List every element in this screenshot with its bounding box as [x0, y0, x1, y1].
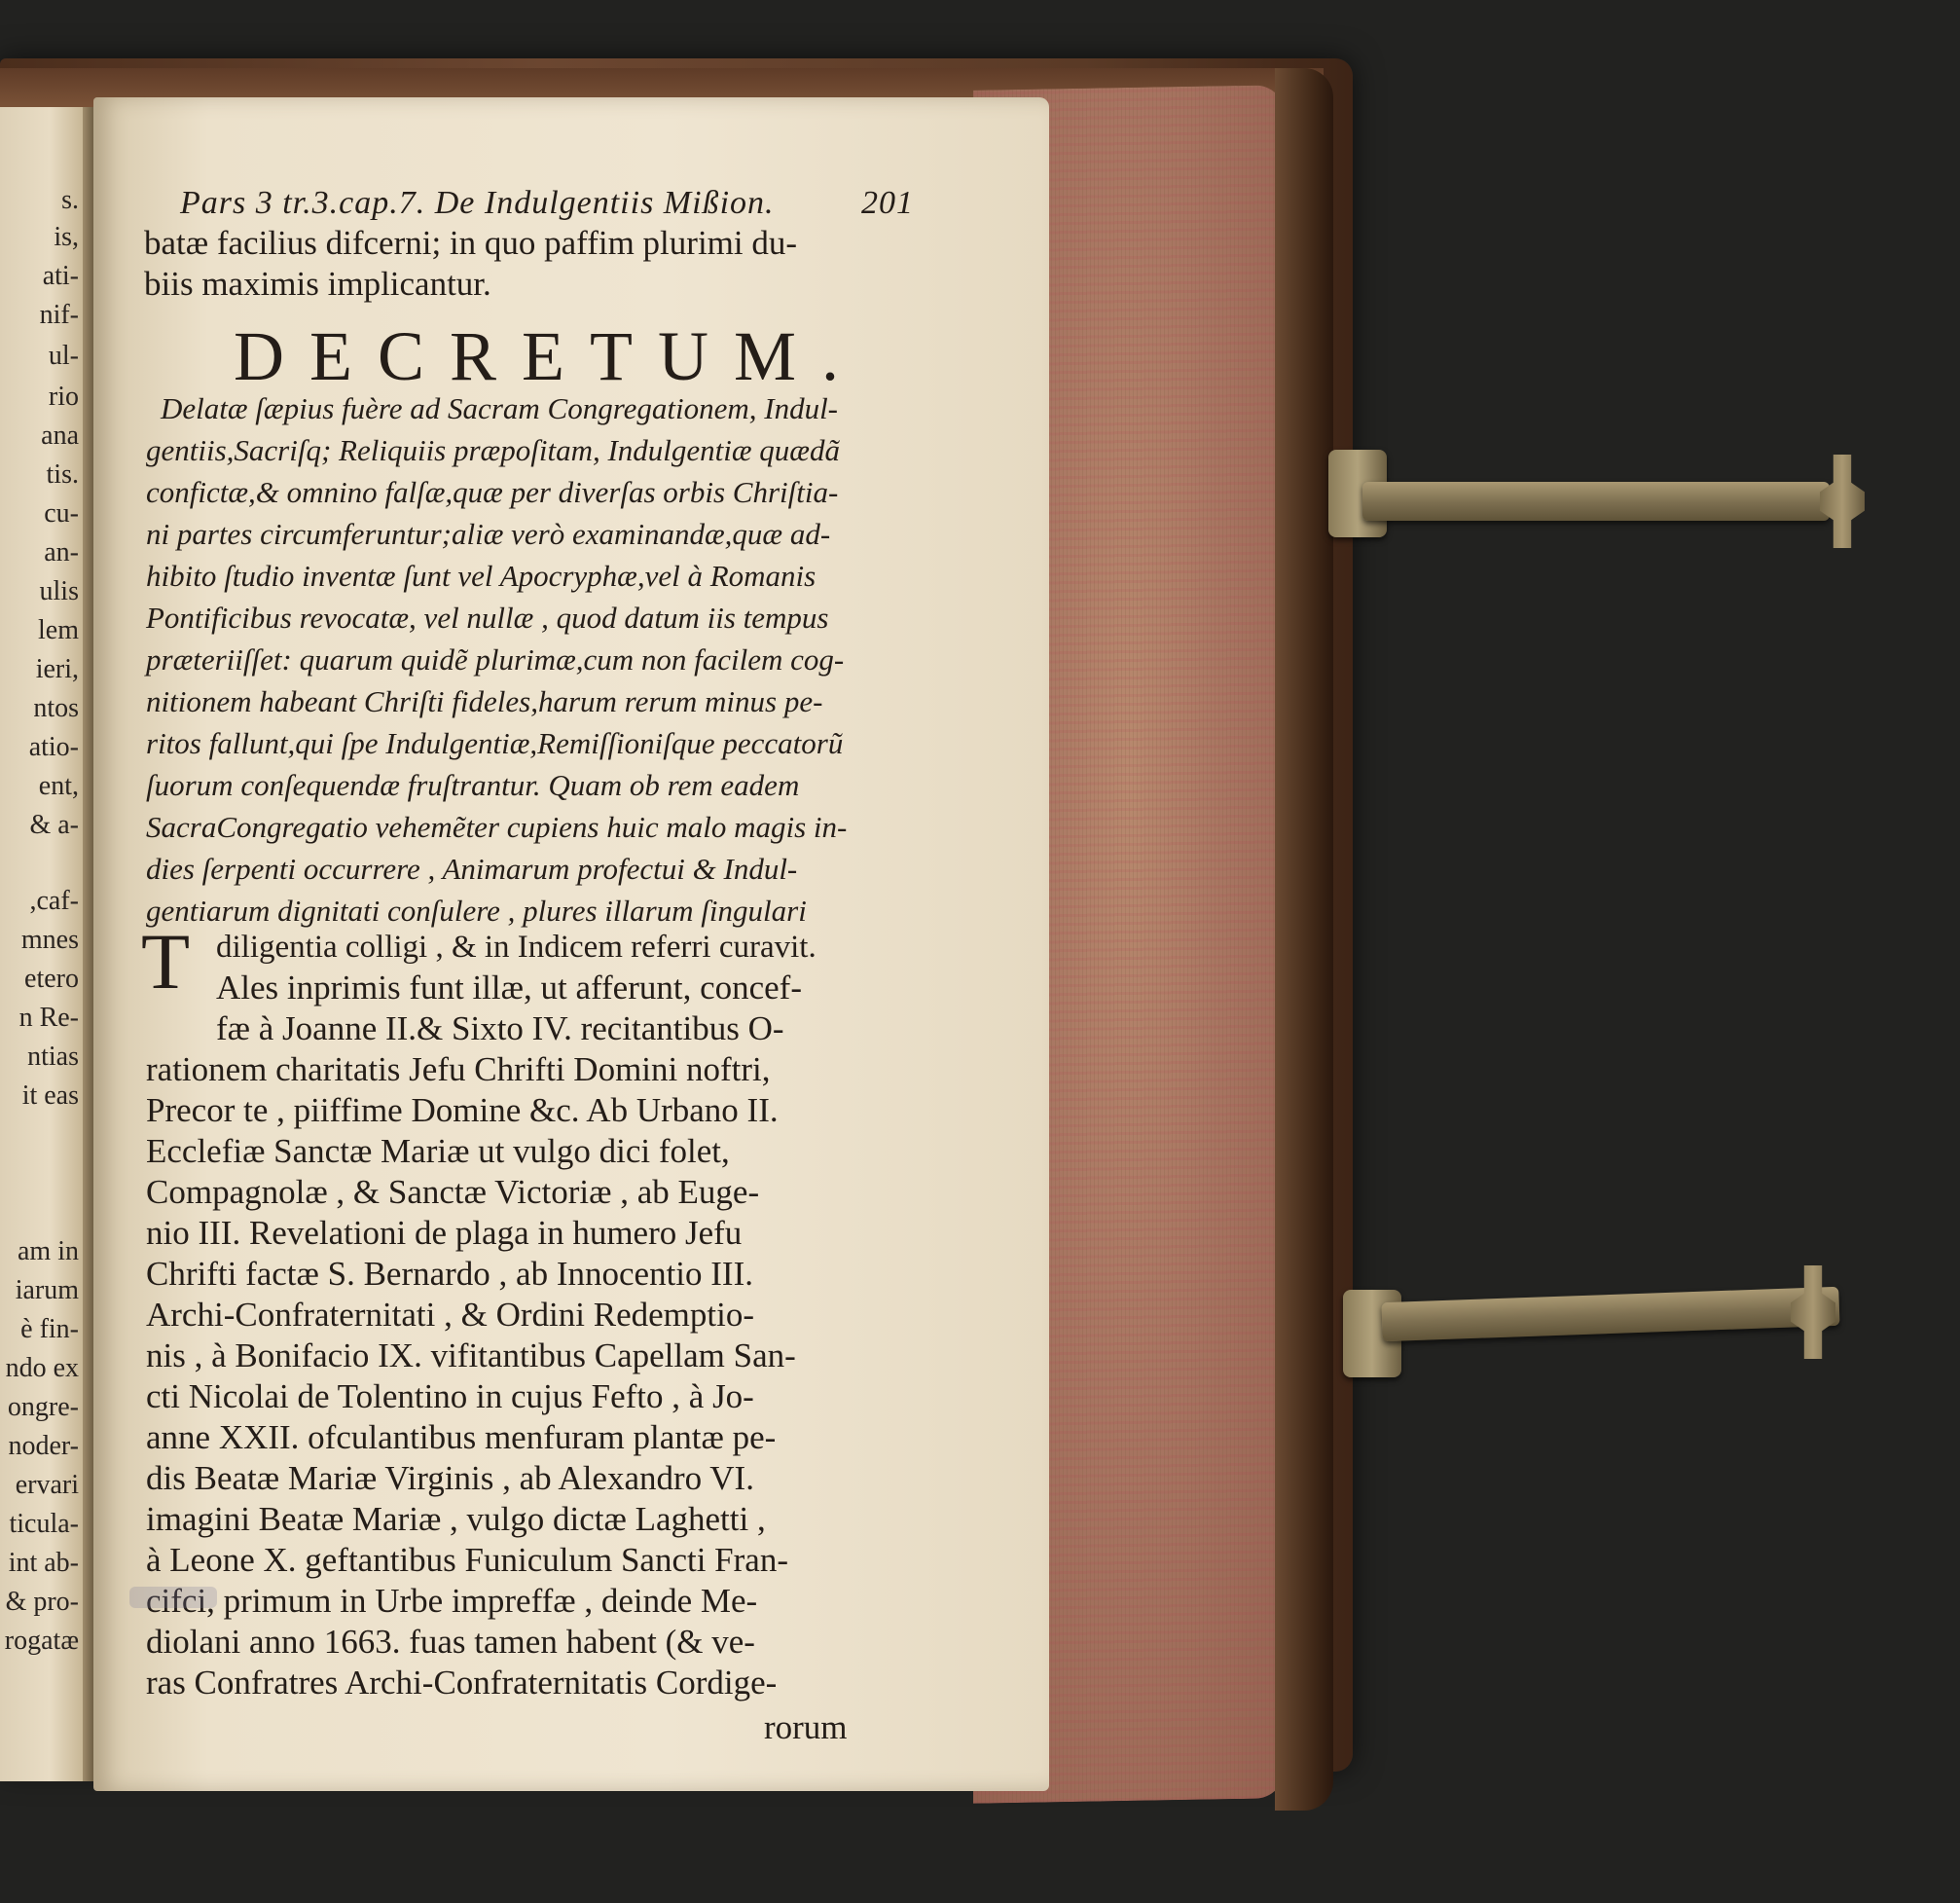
main-line: Compagnolæ , & Sanctæ Victoriæ , ab Euge- — [146, 1173, 760, 1211]
left-fragment: ul- — [48, 341, 79, 371]
left-fragment: n Re- — [18, 1003, 79, 1033]
opening-line: batæ facilius difcerni; in quo paffim plurimi du- — [144, 224, 798, 262]
left-fragment: is, — [54, 222, 79, 252]
drop-cap: T — [141, 917, 191, 1006]
left-fragment: ulis — [39, 576, 79, 606]
catchword: rorum — [764, 1708, 848, 1746]
left-fragment: rogatæ — [4, 1626, 79, 1656]
main-line: rationem charitatis Jefu Chrifti Domini noftri, — [146, 1050, 771, 1088]
left-fragment: etero — [24, 964, 79, 994]
main-line: Archi-Confraternitati , & Ordini Redemptio- — [146, 1296, 754, 1334]
left-fragment: s. — [61, 185, 79, 215]
decree-final-line: diligentia colligi , & in Indicem referri curavit. — [216, 930, 817, 965]
left-fragment: ntias — [27, 1042, 79, 1072]
left-fragment: ieri, — [35, 654, 79, 684]
left-fragment: atio- — [28, 732, 79, 762]
decree-line: ritos fallunt,qui ſpe Indulgentiæ,Remiſſioniſque peccatorũ — [146, 726, 844, 760]
main-line: cti Nicolai de Tolentino in cujus Fefto , à Jo- — [146, 1377, 754, 1415]
left-fragment: ticula- — [9, 1509, 79, 1539]
decree-line: Delatæ ſæpius fuère ad Sacram Congregationem, Indul- — [161, 391, 839, 425]
left-fragment: am in — [18, 1236, 79, 1266]
left-fragment: è fin- — [20, 1314, 79, 1344]
left-fragment: ndo ex — [5, 1353, 79, 1383]
main-line: à Leone X. geftantibus Funiculum Sancti Fran- — [146, 1541, 788, 1579]
left-fragment: mnes — [20, 925, 79, 955]
main-line: Ecclefiæ Sanctæ Mariæ ut vulgo dici folet, — [146, 1132, 730, 1170]
left-fragment: ntos — [33, 693, 79, 723]
decree-line: gentiis,Sacriſq; Reliquiis præpoſitam, Indulgentiæ quædã — [146, 433, 840, 467]
main-line: imagini Beatæ Mariæ , vulgo dictæ Laghetti , — [146, 1500, 766, 1538]
main-line: diolani anno 1663. fuas tamen habent (& ve- — [146, 1623, 755, 1661]
left-fragment: it eas — [21, 1080, 79, 1111]
main-line: dis Beatæ Mariæ Virginis , ab Alexandro VI. — [146, 1459, 754, 1497]
decree-line: hibito ſtudio inventæ ſunt vel Apocryphæ,vel à Romanis — [146, 559, 817, 593]
left-fragment: ent, — [38, 771, 79, 801]
ink-smudge — [129, 1587, 217, 1608]
lower-clasp-bar — [1381, 1287, 1839, 1341]
running-header — [180, 185, 914, 222]
left-fragment: ana — [41, 421, 79, 451]
main-line: fæ à Joanne II.& Sixto IV. recitantibus O- — [216, 1009, 784, 1047]
left-fragment: iarum — [15, 1275, 79, 1305]
left-fragment: cu- — [44, 498, 79, 529]
decree-line: ni partes circumferuntur;aliæ verò examinandæ,quæ ad- — [146, 517, 831, 551]
decree-line: SacraCongregatio vehemẽter cupiens huic malo magis in- — [146, 810, 848, 844]
upper-clasp-bar — [1362, 482, 1830, 521]
decree-line: Pontificibus revocatæ, vel nullæ , quod datum iis tempus — [146, 601, 829, 635]
left-fragment: & a- — [29, 810, 79, 840]
left-fragment: & pro- — [5, 1587, 79, 1617]
lower-clasp-head — [1791, 1265, 1835, 1359]
decree-line: ſuorum conſequendæ fruſtrantur. Quam ob rem eadem — [146, 768, 800, 802]
page-number: 201 — [861, 185, 914, 221]
main-line: nio III. Revelationi de plaga in humero Jefu — [146, 1214, 743, 1252]
header-title: Pars 3 tr.3.cap.7. De Indulgentiis Mißion. — [180, 185, 775, 221]
main-line: nis , à Bonifacio IX. vifitantibus Capellam San- — [146, 1336, 796, 1374]
left-fragment: rio — [48, 382, 79, 412]
left-fragment: ati- — [42, 261, 79, 291]
left-fragment: noder- — [8, 1431, 79, 1461]
decree-line: confictæ,& omnino falſæ,quæ per diverſas orbis Chriſtia- — [146, 475, 839, 509]
cover-edge — [1275, 68, 1333, 1811]
left-fragment: ongre- — [7, 1392, 79, 1422]
main-line: Precor te , piiffime Domine &c. Ab Urbano II. — [146, 1091, 779, 1129]
left-fragment: nif- — [39, 300, 79, 330]
left-fragment: an- — [44, 537, 79, 567]
decree-title: DECRETUM. — [234, 317, 864, 395]
decree-line: gentiarum dignitati conſulere , plures illarum ſingulari — [146, 894, 807, 928]
left-fragment: tis. — [46, 459, 79, 490]
upper-clasp-head — [1820, 455, 1865, 548]
left-page — [0, 107, 85, 1781]
main-line: ras Confratres Archi-Confraternitatis Cordige- — [146, 1664, 778, 1702]
left-fragment: ,caf- — [29, 886, 79, 916]
left-fragment: lem — [38, 615, 79, 645]
opening-line: biis maximis implicantur. — [144, 265, 491, 303]
left-fragment: int ab- — [8, 1548, 79, 1578]
decree-line: præteriiſſet: quarum quidẽ plurimæ,cum non facilem cog- — [146, 642, 845, 677]
main-line: Ales inprimis funt illæ, ut afferunt, concef- — [216, 969, 802, 1006]
left-fragment: ervari — [15, 1470, 79, 1500]
decree-line: nitionem habeant Chriſti fideles,harum rerum minus pe- — [146, 684, 823, 718]
decree-line: dies ſerpenti occurrere , Animarum profectui & Indul- — [146, 852, 798, 886]
main-line: Chrifti factæ S. Bernardo , ab Innocentio III. — [146, 1255, 753, 1293]
main-line: cifci, primum in Urbe impreffæ , deinde Me- — [146, 1582, 758, 1620]
main-line: anne XXII. ofculantibus menfuram plantæ pe- — [146, 1418, 777, 1456]
